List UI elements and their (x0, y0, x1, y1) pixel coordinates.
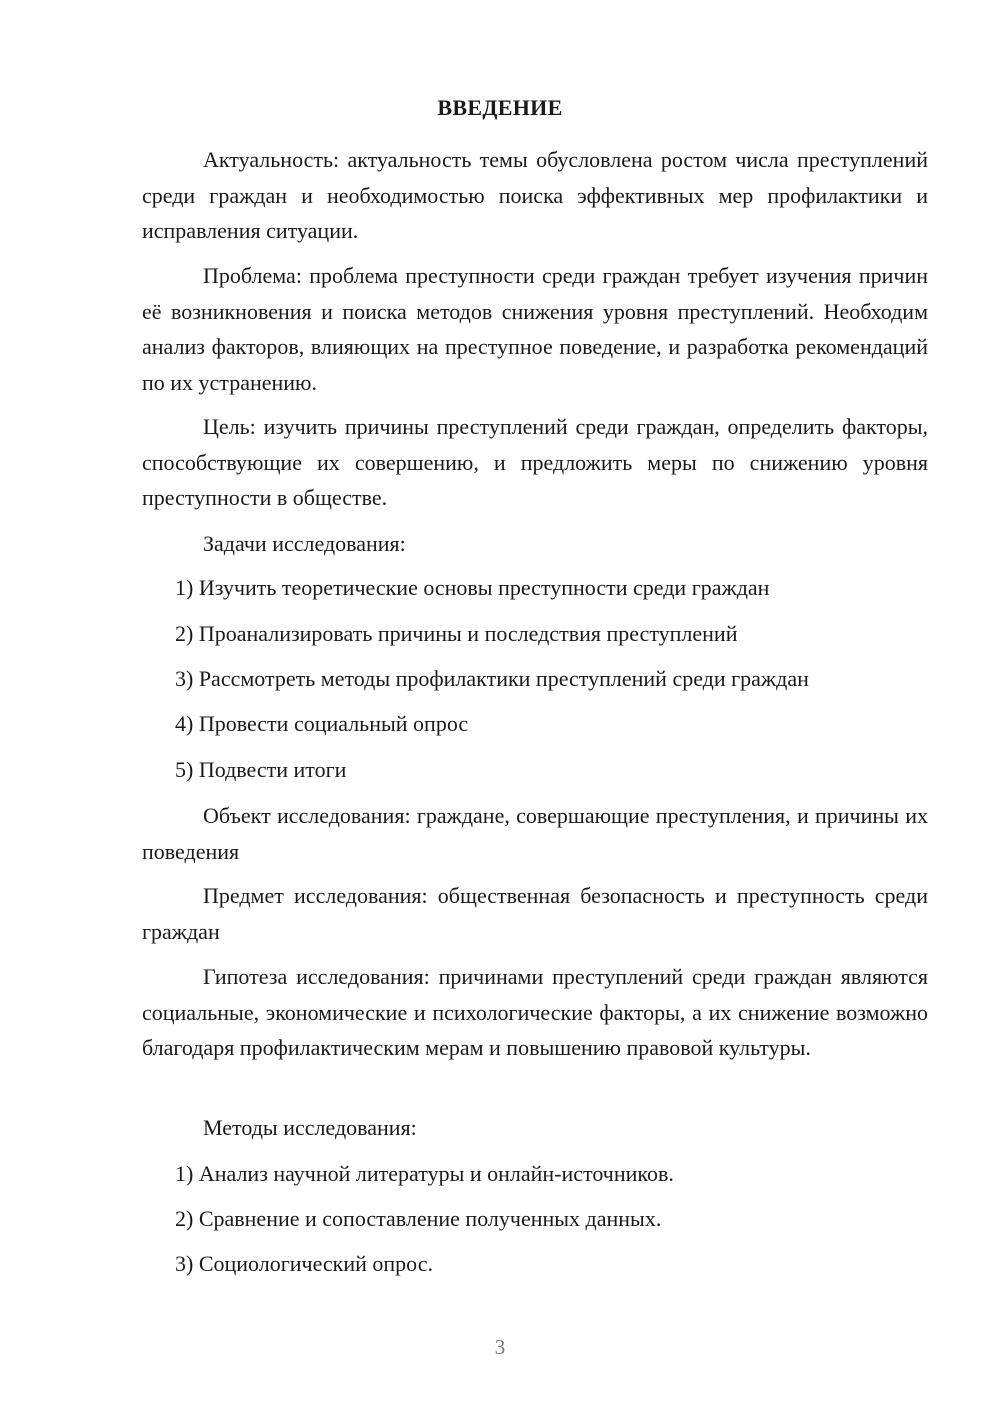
page-title: ВВЕДЕНИЕ (437, 95, 563, 120)
hypothesis-paragraph: Гипотеза исследования: причинами преступлений среди граждан являются социальные, экономические и психологические факторы, а их снижение возможно благодаря профилактическим мерам и повышению правовой культуры. (142, 964, 928, 1060)
task-item-2: 2) Проанализировать причины и последствия преступлений (175, 621, 738, 646)
method-item-1: 1) Анализ научной литературы и онлайн-источников. (175, 1161, 674, 1186)
goal-paragraph: Цель: изучить причины преступлений среди граждан, определить факторы, способствующие их совершению, и предложить меры по снижению уровня преступности в обществе. (142, 414, 928, 510)
task-item-3: 3) Рассмотреть методы профилактики преступлений среди граждан (175, 666, 809, 691)
task-item-1: 1) Изучить теоретические основы преступности среди граждан (175, 575, 770, 600)
relevance-paragraph: Актуальность: актуальность темы обусловлена ростом числа преступлений среди граждан и необходимостью поиска эффективных мер профилактики и исправления ситуации. (142, 147, 928, 243)
object-paragraph: Объект исследования: граждане, совершающие преступления, и причины их поведения (142, 803, 928, 864)
method-item-3: 3) Социологический опрос. (175, 1251, 433, 1276)
page-number: 3 (494, 1335, 506, 1359)
subject-paragraph: Предмет исследования: общественная безопасность и преступность среди граждан (142, 883, 928, 944)
methods-heading: Методы исследования: (203, 1115, 417, 1140)
method-item-2: 2) Сравнение и сопоставление полученных данных. (175, 1206, 662, 1231)
problem-paragraph: Проблема: проблема преступности среди граждан требует изучения причин её возникновения и поиска методов снижения уровня преступлений. Необходим анализ факторов, влияющих на преступное поведение, и разработка рекомендаций по их устранению. (142, 263, 928, 395)
task-item-4: 4) Провести социальный опрос (175, 711, 469, 736)
tasks-heading: Задачи исследования: (203, 531, 406, 556)
task-item-5: 5) Подвести итоги (175, 757, 347, 782)
